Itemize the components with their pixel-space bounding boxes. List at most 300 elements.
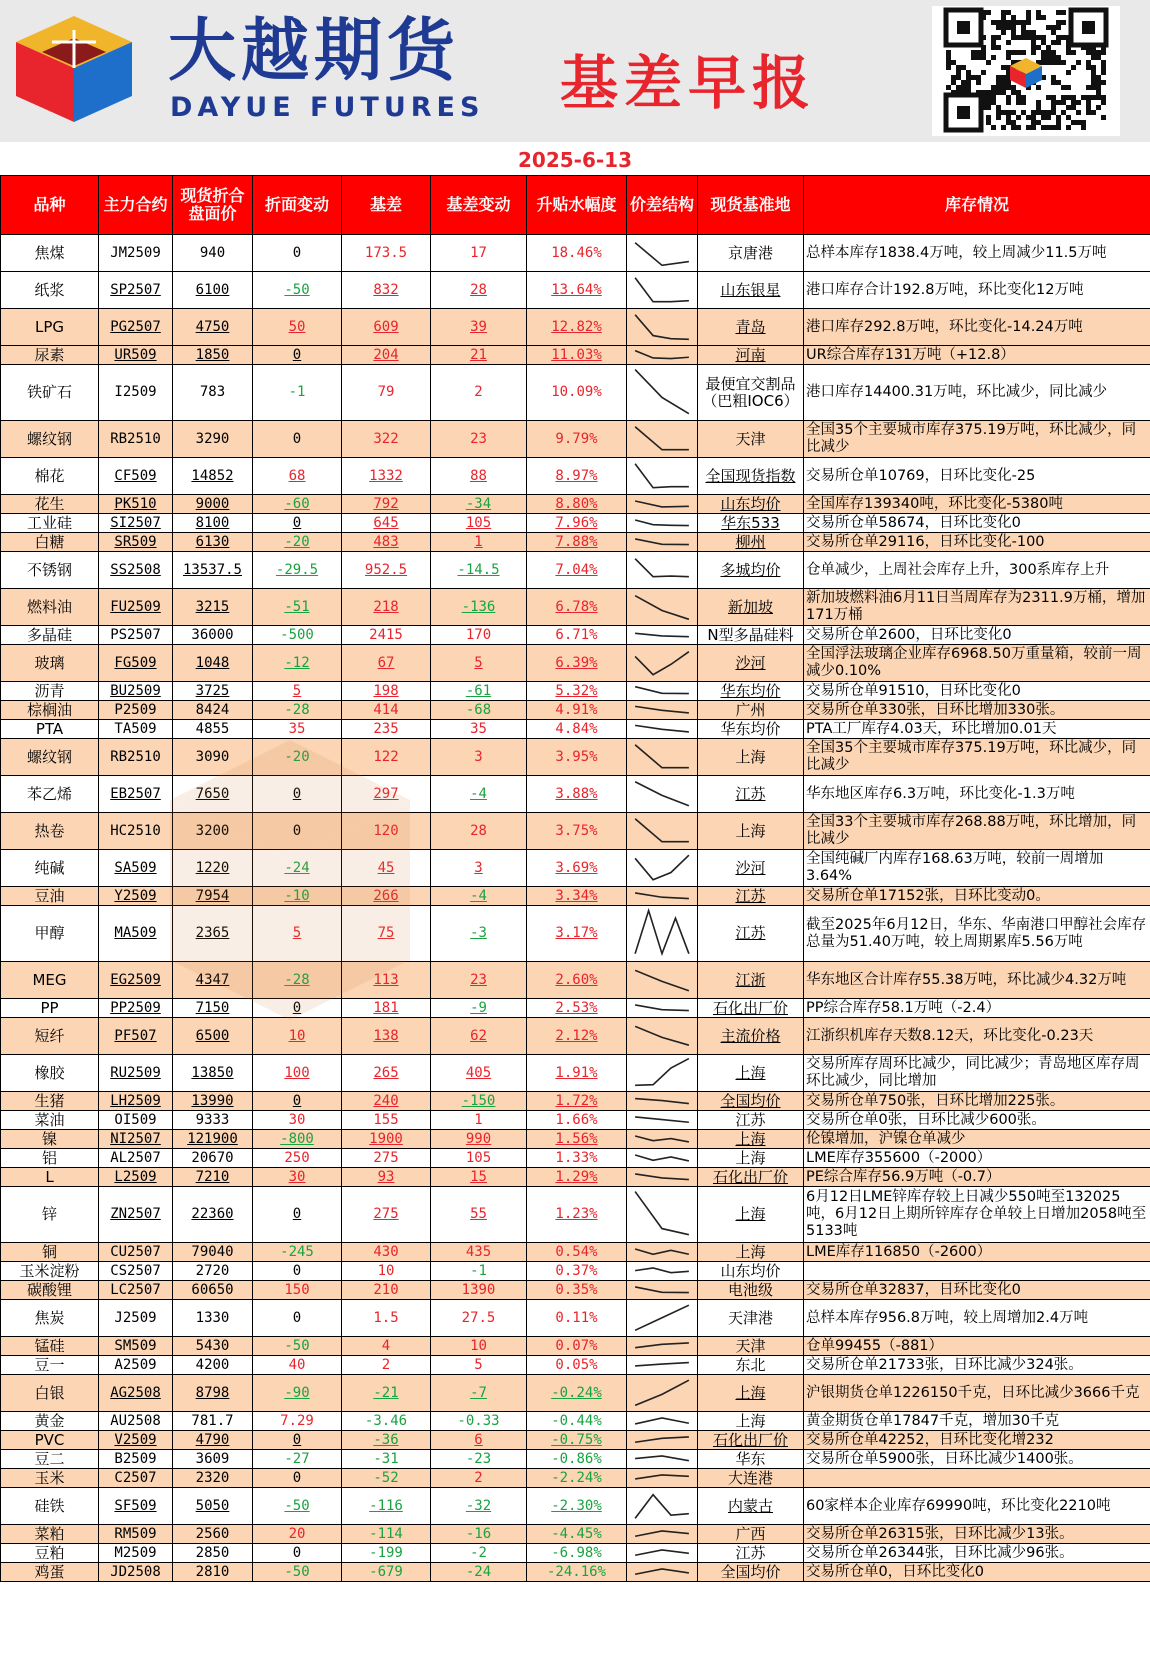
cell-chg: -1 [253,365,342,421]
cell-basis: 10 [342,1262,431,1281]
cell-pct: -0.44% [527,1412,627,1431]
cell-name: 黄金 [1,1412,99,1431]
cell-inv: 全国浮法玻璃企业库存6968.50万重量箱，较前一周减少0.10% [804,645,1150,682]
cell-chg: 40 [253,1356,342,1375]
cell-bchg: 3 [431,850,527,887]
spread-structure-sparkline [627,1450,698,1469]
sparkline-path [635,1569,689,1574]
cell-contract: M2509 [99,1544,173,1563]
cell-pct: 18.46% [527,235,627,272]
sparkline-path [635,1475,689,1479]
cell-bchg: -4 [431,776,527,813]
cell-bchg: 17 [431,235,527,272]
cell-inv: 港口库存合计192.8万吨，环比变化12万吨 [804,272,1150,309]
cell-spot: 5050 [173,1488,253,1525]
cell-contract: PP2509 [99,999,173,1018]
sparkline-path [635,707,689,714]
cell-bchg: -150 [431,1092,527,1111]
cell-basis: 266 [342,887,431,906]
cell-spot: 3609 [173,1450,253,1469]
cell-contract: EB2507 [99,776,173,813]
cell-name: PTA [1,720,99,739]
cell-inv: 伦镍增加，沪镍仓单减少 [804,1130,1150,1149]
cell-inv: 黄金期货仓单17847千克，增加30千克 [804,1412,1150,1431]
table-row [1,1375,1150,1412]
cell-inv: 港口库存14400.31万吨，环比减少，同比减少 [804,365,1150,421]
cell-pct: -6.98% [527,1544,627,1563]
cell-spot: 1330 [173,1300,253,1337]
cell-chg: 50 [253,309,342,346]
cell-spot: 4855 [173,720,253,739]
cell-contract: OI509 [99,1111,173,1130]
cell-pct: -2.30% [527,1488,627,1525]
cell-pct: 2.12% [527,1018,627,1055]
table-row [1,552,1150,589]
cell-contract: TA509 [99,720,173,739]
spread-structure-sparkline [627,626,698,645]
cell-place: 华东 [698,1450,804,1469]
cell-chg: 0 [253,1300,342,1337]
sparkline-path [635,501,689,507]
spread-structure-sparkline [627,850,698,887]
cell-inv: 华东地区库存6.3万吨，环比变化-1.3万吨 [804,776,1150,813]
spread-structure-sparkline [627,1130,698,1149]
cell-name: L [1,1168,99,1187]
cell-inv: 交易所仓单58674，日环比变化0 [804,514,1150,533]
cell-bchg: 990 [431,1130,527,1149]
cell-chg: -51 [253,589,342,626]
cell-spot: 7210 [173,1168,253,1187]
spread-structure-sparkline [627,1168,698,1187]
cell-spot: 4347 [173,962,253,999]
table-row [1,906,1150,962]
cell-bchg: -2 [431,1544,527,1563]
cell-pct: 7.04% [527,552,627,589]
cell-bchg: 55 [431,1187,527,1243]
cell-inv: PE综合库存56.9万吨（-0.7） [804,1168,1150,1187]
spread-structure-sparkline [627,1412,698,1431]
cell-inv: 交易所仓单26315张，日环比减少13张。 [804,1525,1150,1544]
cell-pct: 0.54% [527,1243,627,1262]
cell-place: 石化出厂价 [698,1431,804,1450]
spread-structure-sparkline [627,739,698,776]
cell-bchg: 3 [431,739,527,776]
cell-spot: 9333 [173,1111,253,1130]
cell-inv: 交易所仓单26344张，日环比减少96张。 [804,1544,1150,1563]
cell-place: 山东银星 [698,272,804,309]
cell-name: 棉花 [1,458,99,495]
cell-basis: -21 [342,1375,431,1412]
spread-structure-sparkline [627,1431,698,1450]
cell-spot: 3215 [173,589,253,626]
table-row [1,589,1150,626]
cell-name: LPG [1,309,99,346]
cell-bchg: 10 [431,1337,527,1356]
cell-chg: 68 [253,458,342,495]
cell-place: 天津港 [698,1300,804,1337]
dayue-logo-icon [12,12,136,124]
cell-spot: 121900 [173,1130,253,1149]
spread-structure-sparkline [627,552,698,589]
table-row [1,1412,1150,1431]
sparkline-path [635,427,689,450]
cell-chg: -800 [253,1130,342,1149]
cell-basis: 832 [342,272,431,309]
sparkline-path [635,1027,689,1046]
column-header: 库存情况 [804,176,1150,235]
cell-contract: AU2508 [99,1412,173,1431]
table-row [1,850,1150,887]
cell-pct: 3.88% [527,776,627,813]
cell-pct: 4.84% [527,720,627,739]
cell-spot: 7150 [173,999,253,1018]
spread-structure-sparkline [627,1111,698,1130]
cell-inv: 新加坡燃料油6月11日当周库存为2311.9万桶，增加171万桶 [804,589,1150,626]
cell-spot: 8798 [173,1375,253,1412]
cell-place: 上海 [698,1412,804,1431]
cell-contract: JM2509 [99,235,173,272]
cell-spot: 7954 [173,887,253,906]
cell-inv: 交易所仓单0，日环比变化0 [804,1563,1150,1582]
cell-pct: 7.88% [527,533,627,552]
cell-bchg: -16 [431,1525,527,1544]
cell-pct: 0.35% [527,1281,627,1300]
cell-place: 多城均价 [698,552,804,589]
cell-spot: 13990 [173,1092,253,1111]
table-row [1,533,1150,552]
sparkline-path [635,539,689,545]
cell-name: 豆一 [1,1356,99,1375]
sparkline-path [635,1099,689,1104]
cell-contract: UR509 [99,346,173,365]
cell-chg: 0 [253,1092,342,1111]
cell-spot: 9000 [173,495,253,514]
table-row [1,1149,1150,1168]
cell-name: 尿素 [1,346,99,365]
cell-chg: 5 [253,906,342,962]
table-row [1,1262,1150,1281]
cell-contract: BU2509 [99,682,173,701]
sparkline-path [635,1268,689,1273]
cell-inv: 交易所库存周环比减少，同比减少；青岛地区库存周环比减少，同比增加 [804,1055,1150,1092]
cell-basis: 45 [342,850,431,887]
cell-inv: LME库存116850（-2600） [804,1243,1150,1262]
cell-inv: 交易所仓单2600，日环比变化0 [804,626,1150,645]
cell-name: 铜 [1,1243,99,1262]
cell-spot: 4200 [173,1356,253,1375]
table-row [1,235,1150,272]
sparkline-path [635,1059,689,1086]
spread-structure-sparkline [627,906,698,962]
cell-place: 石化出厂价 [698,999,804,1018]
cell-place: 沙河 [698,850,804,887]
cell-chg: 0 [253,999,342,1018]
cell-place: 天津 [698,1337,804,1356]
cell-basis: -116 [342,1488,431,1525]
spread-structure-sparkline [627,1149,698,1168]
cell-place: 江苏 [698,776,804,813]
cell-pct: 6.39% [527,645,627,682]
column-header: 基差变动 [431,176,527,235]
spread-structure-sparkline [627,701,698,720]
cell-pct: 3.75% [527,813,627,850]
cell-place: 电池级 [698,1281,804,1300]
cell-bchg: 27.5 [431,1300,527,1337]
cell-bchg: 405 [431,1055,527,1092]
cell-bchg: 21 [431,346,527,365]
cell-bchg: 1 [431,1111,527,1130]
cell-bchg: -23 [431,1450,527,1469]
spread-structure-sparkline [627,1375,698,1412]
cell-basis: 414 [342,701,431,720]
cell-pct: -0.86% [527,1450,627,1469]
cell-basis: 204 [342,346,431,365]
cell-contract: RM509 [99,1525,173,1544]
cell-place: 广州 [698,701,804,720]
table-body [1,235,1150,1582]
spread-structure-sparkline [627,1018,698,1055]
cell-name: 工业硅 [1,514,99,533]
spread-structure-sparkline [627,682,698,701]
cell-place: 天津 [698,421,804,458]
brand-name-en: DAYUE FUTURES [170,92,485,123]
sparkline-path [635,1174,689,1180]
cell-basis: 792 [342,495,431,514]
cell-chg: 100 [253,1055,342,1092]
sparkline-path [635,1305,689,1330]
cell-spot: 79040 [173,1243,253,1262]
cell-basis: 609 [342,309,431,346]
cell-contract: PF507 [99,1018,173,1055]
cell-basis: 275 [342,1187,431,1243]
cell-contract: SP2507 [99,272,173,309]
cell-spot: 6500 [173,1018,253,1055]
sparkline-path [635,1192,689,1235]
cell-basis: -52 [342,1469,431,1488]
cell-inv: 交易所仓单0张，日环比减少600张。 [804,1111,1150,1130]
cell-name: 生猪 [1,1092,99,1111]
table-row [1,776,1150,813]
cell-pct: 1.56% [527,1130,627,1149]
cell-bchg: 2 [431,1469,527,1488]
cell-chg: 0 [253,421,342,458]
sparkline-path [635,1117,689,1122]
cell-chg: 10 [253,1018,342,1055]
report-date: 2025-6-13 [517,148,632,172]
cell-name: 锰硅 [1,1337,99,1356]
cell-bchg: 23 [431,421,527,458]
cell-chg: 150 [253,1281,342,1300]
cell-contract: A2509 [99,1356,173,1375]
cell-inv: 全国35个主要城市库存375.19万吨，环比减少，同比减少 [804,421,1150,458]
cell-inv: 交易所仓单330张，日环比增加330张。 [804,701,1150,720]
cell-bchg: 1 [431,533,527,552]
cell-name: 纯碱 [1,850,99,887]
cell-name: 橡胶 [1,1055,99,1092]
cell-bchg: 2 [431,365,527,421]
cell-inv: PP综合库存58.1万吨（-2.4） [804,999,1150,1018]
cell-basis: 275 [342,1149,431,1168]
cell-pct: 0.07% [527,1337,627,1356]
cell-place: 上海 [698,1055,804,1092]
table-row [1,1018,1150,1055]
cell-name: 焦炭 [1,1300,99,1337]
cell-place: 江浙 [698,962,804,999]
cell-chg: -50 [253,1337,342,1356]
cell-contract: SS2508 [99,552,173,589]
cell-pct: -2.24% [527,1469,627,1488]
cell-contract: P2509 [99,701,173,720]
cell-name: 花生 [1,495,99,514]
column-header: 折面变动 [253,176,342,235]
cell-pct: 0.37% [527,1262,627,1281]
cell-name: 纸浆 [1,272,99,309]
cell-pct: 1.72% [527,1092,627,1111]
cell-pct: 4.91% [527,701,627,720]
cell-place: 江苏 [698,887,804,906]
cell-pct: 6.78% [527,589,627,626]
cell-basis: -31 [342,1450,431,1469]
cell-inv: 交易所仓单91510，日环比变化0 [804,682,1150,701]
table-row [1,309,1150,346]
cell-basis: 1900 [342,1130,431,1149]
cell-bchg: 6 [431,1431,527,1450]
table-row [1,1431,1150,1450]
spread-structure-sparkline [627,309,698,346]
cell-spot: 36000 [173,626,253,645]
table-row [1,1488,1150,1525]
cell-name: 豆油 [1,887,99,906]
sparkline-path [635,1380,689,1405]
cell-pct: 3.69% [527,850,627,887]
sparkline-path [635,1531,689,1536]
spread-structure-sparkline [627,1281,698,1300]
spread-structure-sparkline [627,1243,698,1262]
cell-bchg: 5 [431,1356,527,1375]
cell-inv: 总样本库存1838.4万吨，较上周减少11.5万吨 [804,235,1150,272]
cell-spot: 8100 [173,514,253,533]
cell-pct: 2.53% [527,999,627,1018]
cell-spot: 7650 [173,776,253,813]
sparkline-path [635,634,689,637]
cell-spot: 13537.5 [173,552,253,589]
cell-pct: -24.16% [527,1563,627,1582]
table-row [1,346,1150,365]
cell-contract: LC2507 [99,1281,173,1300]
cell-basis: 240 [342,1092,431,1111]
cell-place: 广西 [698,1525,804,1544]
cell-name: PVC [1,1431,99,1450]
table-row [1,1092,1150,1111]
table-row [1,458,1150,495]
cell-inv: UR综合库存131万吨（+12.8） [804,346,1150,365]
cell-contract: C2507 [99,1469,173,1488]
cell-chg: -28 [253,701,342,720]
sparkline-path [635,1437,689,1442]
cell-bchg: 105 [431,514,527,533]
sparkline-path [635,243,689,266]
cell-chg: -28 [253,962,342,999]
cell-basis: 120 [342,813,431,850]
table-row [1,887,1150,906]
cell-pct: 6.71% [527,626,627,645]
cell-inv: 全国33个主要城市库存268.88万吨，环比增加，同比减少 [804,813,1150,850]
cell-place: 华东均价 [698,682,804,701]
cell-inv: 全国35个主要城市库存375.19万吨，环比减少，同比减少 [804,739,1150,776]
cell-pct: 7.96% [527,514,627,533]
cell-chg: -50 [253,272,342,309]
cell-contract: FU2509 [99,589,173,626]
cell-basis: 138 [342,1018,431,1055]
cell-chg: -20 [253,739,342,776]
sparkline-path [635,1363,689,1366]
cell-name: 短纤 [1,1018,99,1055]
cell-name: 玻璃 [1,645,99,682]
cell-contract: AL2507 [99,1149,173,1168]
cell-contract: PG2507 [99,309,173,346]
spread-structure-sparkline [627,495,698,514]
sparkline-path [635,1249,689,1254]
cell-name: 不锈钢 [1,552,99,589]
sparkline-path [635,464,689,488]
cell-chg: 0 [253,1187,342,1243]
cell-chg: 250 [253,1149,342,1168]
basis-table [0,175,1150,1582]
spread-structure-sparkline [627,458,698,495]
cell-contract: ZN2507 [99,1187,173,1243]
cell-name: 铁矿石 [1,365,99,421]
table-row [1,962,1150,999]
cell-spot: 13850 [173,1055,253,1092]
cell-bchg: 28 [431,272,527,309]
cell-name: 菜油 [1,1111,99,1130]
cell-spot: 2810 [173,1563,253,1582]
cell-spot: 4790 [173,1431,253,1450]
cell-basis: 79 [342,365,431,421]
spread-structure-sparkline [627,1544,698,1563]
spread-structure-sparkline [627,533,698,552]
sparkline-path [635,278,689,302]
qr-code-icon [932,6,1120,136]
sparkline-path [635,687,689,694]
cell-name: 焦煤 [1,235,99,272]
cell-inv: 交易所仓单21733张，日环比减少324张。 [804,1356,1150,1375]
cell-name: 白银 [1,1375,99,1412]
cell-bchg: -7 [431,1375,527,1412]
cell-spot: 2320 [173,1469,253,1488]
cell-chg: -24 [253,850,342,887]
spread-structure-sparkline [627,887,698,906]
spread-structure-sparkline [627,1525,698,1544]
cell-place: 上海 [698,739,804,776]
cell-basis: 67 [342,645,431,682]
sparkline-path [635,745,689,768]
cell-inv: 交易所仓单17152张，日环比变动0。 [804,887,1150,906]
cell-spot: 781.7 [173,1412,253,1431]
cell-spot: 1220 [173,850,253,887]
cell-spot: 1850 [173,346,253,365]
cell-bchg: 35 [431,720,527,739]
cell-spot: 2560 [173,1525,253,1544]
cell-spot: 20670 [173,1149,253,1168]
table-row [1,514,1150,533]
sparkline-path [635,1136,689,1142]
cell-contract: CF509 [99,458,173,495]
table-row [1,739,1150,776]
spread-structure-sparkline [627,776,698,813]
cell-name: PP [1,999,99,1018]
cell-chg: 30 [253,1168,342,1187]
